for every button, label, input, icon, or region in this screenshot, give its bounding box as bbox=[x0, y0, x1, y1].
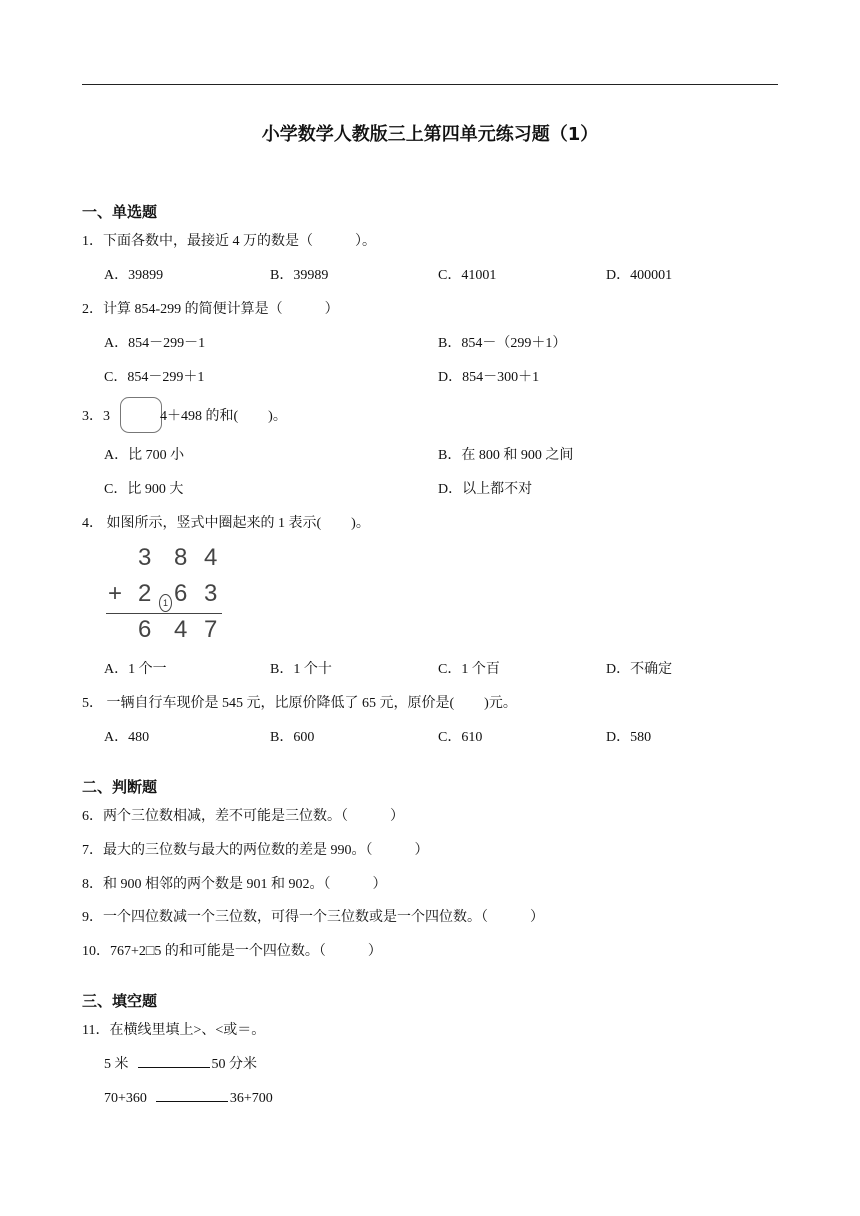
header-rule bbox=[82, 84, 778, 85]
question-1-stem: 1．下面各数中，最接近 4 万的数是（ bbox=[82, 234, 313, 249]
q11-line-1 bbox=[104, 1053, 257, 1073]
plus-sign: + bbox=[108, 580, 123, 607]
section-heading-true-false: 二、判断题 bbox=[82, 778, 158, 796]
question-9-stem: 9．一个四位数减一个三位数，可得一个三位数或是一个四位数。（ bbox=[82, 910, 488, 925]
answer-blank[interactable] bbox=[138, 1053, 210, 1068]
question-3-end: )。 bbox=[268, 409, 287, 424]
question-8-end: ） bbox=[372, 877, 387, 892]
q5-option-a[interactable]: A．480 bbox=[104, 730, 150, 745]
digit: 2 bbox=[138, 580, 152, 607]
q2-option-b[interactable]: B．854－（299＋1） bbox=[438, 336, 567, 351]
q11-line-2-left: 70+360 bbox=[104, 1091, 147, 1106]
question-1 bbox=[82, 230, 376, 250]
q5-option-b[interactable]: B．600 bbox=[270, 730, 315, 745]
question-3-stem: 4＋498 的和( bbox=[160, 409, 239, 424]
question-6-stem: 6．两个三位数相减，差不可能是三位数。（ bbox=[82, 809, 348, 824]
question-3-stem-pre: 3．3 bbox=[82, 409, 110, 424]
q3-option-b[interactable]: B．在 800 和 900 之间 bbox=[438, 448, 574, 463]
digit: 4 bbox=[204, 544, 218, 571]
q1-option-a[interactable]: A．39899 bbox=[104, 268, 164, 283]
q1-option-b[interactable]: B．39989 bbox=[270, 268, 329, 283]
q2-option-d[interactable]: D．854－300＋1 bbox=[438, 370, 540, 385]
question-9 bbox=[82, 906, 544, 926]
question-11-stem: 11．在横线里填上>、<或＝。 bbox=[82, 1023, 266, 1038]
question-9-end: ） bbox=[530, 910, 544, 925]
q11-line-2-right: 36+700 bbox=[229, 1091, 273, 1106]
q2-option-c[interactable]: C．854－299＋1 bbox=[104, 370, 205, 385]
answer-blank[interactable] bbox=[156, 1087, 228, 1102]
digit: 6 bbox=[138, 616, 152, 643]
q1-option-d[interactable]: D．400001 bbox=[606, 268, 673, 283]
digit: 7 bbox=[204, 616, 218, 643]
q2-option-a[interactable]: A．854－299－1 bbox=[104, 336, 206, 351]
question-5-stem: 5． 一辆自行车现价是 545 元，比原价降低了 65 元，原价是( bbox=[82, 696, 455, 711]
question-7 bbox=[82, 839, 429, 859]
page-title: 小学数学人教版三上第四单元练习题（1） bbox=[261, 124, 599, 145]
q3-option-d[interactable]: D．以上都不对 bbox=[438, 482, 533, 497]
digit: 4 bbox=[174, 616, 188, 643]
question-6-end: ） bbox=[390, 809, 404, 824]
q5-option-c[interactable]: C．610 bbox=[438, 730, 483, 745]
sum-line bbox=[106, 613, 222, 614]
question-5 bbox=[82, 692, 517, 712]
question-5-end: )元。 bbox=[484, 696, 517, 711]
question-3 bbox=[160, 405, 287, 425]
q4-option-a[interactable]: A．1 个一 bbox=[104, 662, 167, 677]
q11-line-1-left: 5 米 bbox=[104, 1057, 129, 1072]
question-7-stem: 7．最大的三位数与最大的两位数的差是 990。（ bbox=[82, 843, 373, 858]
digit: 3 bbox=[138, 544, 152, 571]
q11-line-1-right: 50 分米 bbox=[211, 1057, 257, 1072]
question-8-stem: 8．和 900 相邻的两个数是 901 和 902。（ bbox=[82, 877, 331, 892]
question-4 bbox=[82, 512, 370, 532]
q4-option-d[interactable]: D．不确定 bbox=[606, 662, 673, 677]
section-heading-single-choice: 一、单选题 bbox=[82, 203, 158, 221]
question-4-end: )。 bbox=[351, 516, 370, 531]
section-heading-fill-blank: 三、填空题 bbox=[82, 992, 158, 1010]
q1-option-c[interactable]: C．41001 bbox=[438, 268, 497, 283]
digit: 3 bbox=[204, 580, 218, 607]
q4-option-c[interactable]: C．1 个百 bbox=[438, 662, 500, 677]
q5-option-d[interactable]: D．580 bbox=[606, 730, 652, 745]
question-10 bbox=[82, 940, 382, 960]
question-10-stem: 10．767+2□5 的和可能是一个四位数。（ bbox=[82, 944, 326, 959]
question-7-end: ） bbox=[414, 843, 429, 858]
question-2-stem: 2．计算 854-299 的简便计算是（ bbox=[82, 302, 283, 317]
q3-option-a[interactable]: A．比 700 小 bbox=[104, 448, 185, 463]
question-4-stem: 4． 如图所示，竖式中圈起来的 1 表示( bbox=[82, 516, 322, 531]
missing-digit-box bbox=[120, 397, 162, 433]
q4-option-b[interactable]: B．1 个十 bbox=[270, 662, 332, 677]
circled-carry-digit: 1 bbox=[159, 594, 172, 612]
question-6 bbox=[82, 805, 404, 825]
question-8 bbox=[82, 873, 387, 893]
q3-option-c[interactable]: C．比 900 大 bbox=[104, 482, 184, 497]
q11-line-2 bbox=[104, 1087, 273, 1107]
digit: 8 bbox=[174, 544, 188, 571]
question-2 bbox=[82, 298, 339, 318]
question-10-end: ） bbox=[367, 944, 382, 959]
question-2-end: ） bbox=[324, 302, 339, 317]
digit: 6 bbox=[174, 580, 188, 607]
question-1-end: ）。 bbox=[355, 234, 376, 249]
